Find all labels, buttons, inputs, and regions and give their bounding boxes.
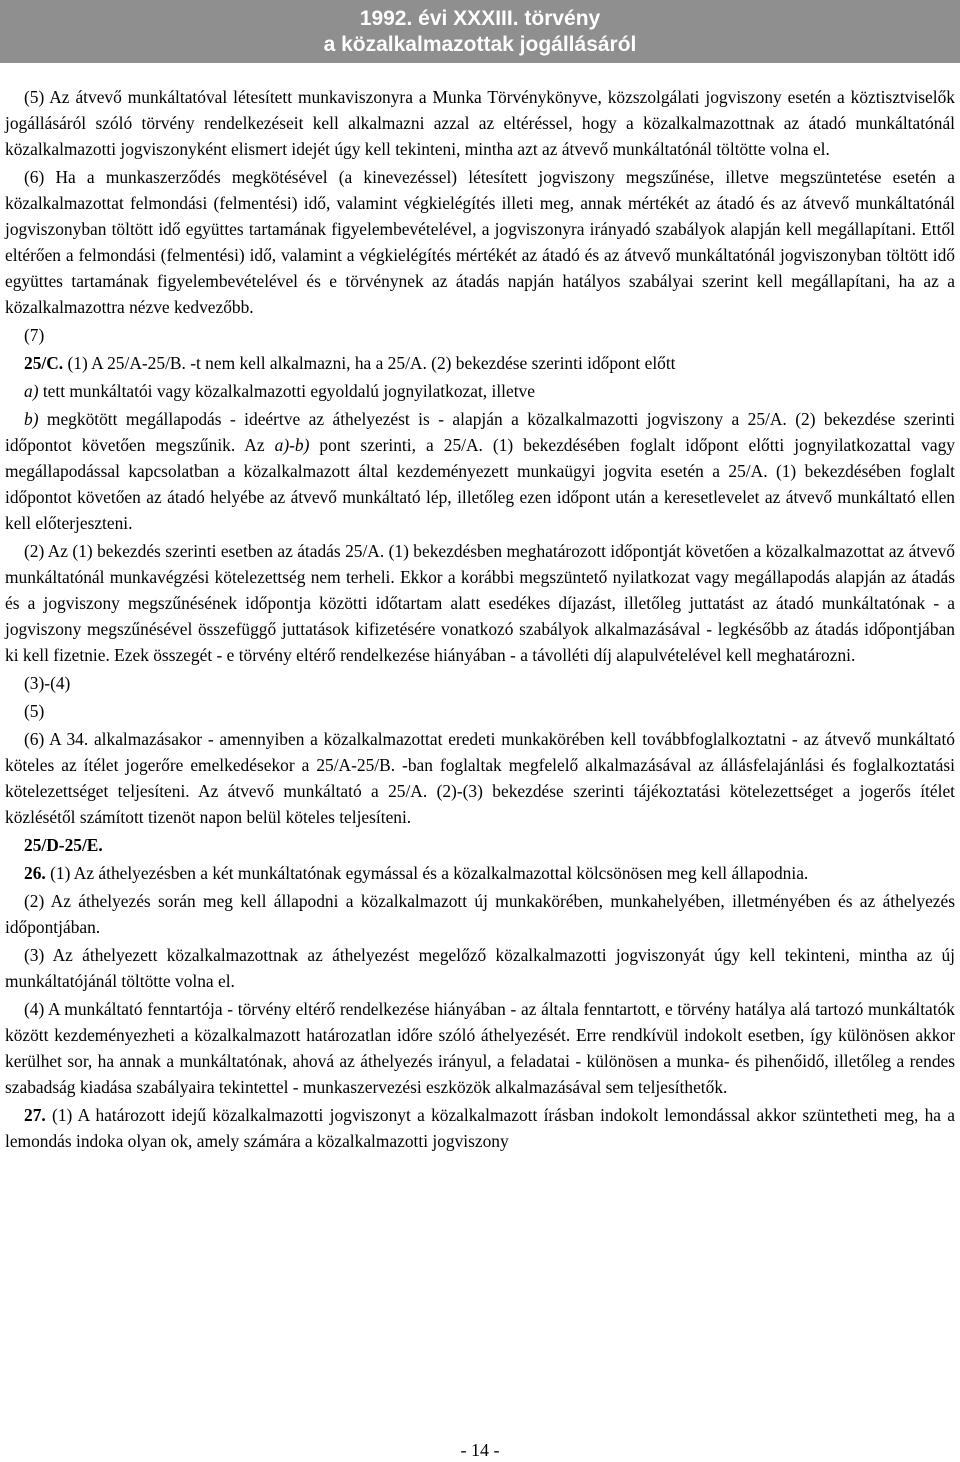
paragraph-25c-5: (5) <box>24 701 45 721</box>
point-reference: a)-b) <box>274 435 310 455</box>
section-number: 26. <box>24 863 46 883</box>
paragraph-5: (5) Az átvevő munkáltatóval létesített munkaviszonyra a Munka Törvénykönyve, közszolgálati jogviszony esetén a köztisztviselők jogállásáról szóló törvény rendelkezéseit kell alkalmazni azzal az eltéréssel, hogy a közalkalmazottnak az átadó munkáltatónál közalkalmazotti jogviszonyként elismert idejét úgy kell tekinteni, mintha azt az átvevő munkáltatónál töltötte volna el. <box>5 87 955 159</box>
paragraph-25c-6: (6) A 34. alkalmazásakor - amennyiben a közalkalmazottat eredeti munkakörében kell továbbfoglalkoztatni - az átvevő munkáltató köteles az ítélet jogerőre emelkedésekor a 25/A-25/B. -ban foglaltak megfelelő alkalmazásával az állásfelajánlási és foglalkoztatási kötelezettséget teljesíteni. Az átvevő munkáltató a 25/A. (2)-(3) bekezdése szerinti tájékoztatási kötelezettséget a jogerős ítélet közlésétől számított tizenöt napon belül köteles teljesíteni. <box>5 729 955 827</box>
section-number: 27. <box>24 1105 46 1125</box>
document-body <box>5 84 955 1156</box>
paragraph-26-4: (4) A munkáltató fenntartója - törvény eltérő rendelkezése hiányában - az általa fenntartott, e törvény hatálya alá tartozó munkáltatók között kezdeményezheti a közalkalmazott határozatlan időre szóló áthelyezését. Erre rendkívül indokolt esetben, így különösen akkor kerülhet sor, ha annak a munkáltatónak, ahová az áthelyezés irányul, a feladatai - különösen a munka- és pihenőidő, illetőleg a rendes szabadság kiadása szabályaira tekintettel - munkaszervezési eszközök alkalmazásával sem teljesíthetők. <box>5 999 955 1097</box>
page-header <box>0 0 960 63</box>
paragraph-26-3: (3) Az áthelyezett közalkalmazottnak az áthelyezést megelőző közalkalmazotti jogviszonyát úgy kell tekinteni, mintha az új munkáltatójánál töltötte volna el. <box>5 945 955 991</box>
section-25c <box>5 350 955 376</box>
paragraph-25c-3-4: (3)-(4) <box>24 673 71 693</box>
section-text: (1) A határozott idejű közalkalmazotti jogviszonyt a közalkalmazott írásban indokolt lemondással akkor szüntetheti meg, ha a lemondás indoka olyan ok, amely számára a közalkalmazotti jogviszony <box>5 1105 955 1151</box>
section-number: 25/C. <box>24 353 64 373</box>
header-subtitle: a közalkalmazottak jogállásáról <box>323 33 637 56</box>
point-label: b) <box>24 409 39 429</box>
section-text: (1) Az áthelyezésben a két munkáltatónak egymással és a közalkalmazottal kölcsönösen meg kell állapodnia. <box>45 863 809 883</box>
paragraph-6: (6) Ha a munkaszerződés megkötésével (a kinevezéssel) létesített jogviszony megszűnése, illetve megszüntetése esetén a közalkalmazottat felmondási (felmentési) idő, valamint végkielégítés illeti meg, annak mértékét az átadó és az átvevő munkáltatónál jogviszonyban töltött idő együttes tartamának figyelembevételével, a jogviszonyra irányadó szabályok alapján kell megállapítani. Ettől eltérően a felmondási (felmentési) idő, valamint a végkielégítés mértékét az átadó és az átvevő munkáltatónál jogviszonyban töltött idő együttes tartamának figyelembevételével és e törvénynek az átadás napján hatályos szabályai szerint kell megállapítani, ha az a közalkalmazottra nézve kedvezőbb. <box>5 167 955 317</box>
section-26 <box>5 860 955 886</box>
paragraph-25c-2: (2) Az (1) bekezdés szerinti esetben az átadás 25/A. (1) bekezdésben meghatározott időpontját követően a közalkalmazottat az átvevő munkáltatónál munkavégzési kötelezettség nem terheli. Ekkor a korábbi megszüntető nyilatkozat vagy megállapodás alapján az átadás és a jogviszony megszűnésének időpontja közötti időtartam alatt esedékes díjazást, illetőleg juttatást az átadó munkáltatónak - a jogviszony megszűnésével összefüggő juttatások kifizetésére vonatkozó szabályok alkalmazásával - legkésőbb az átadás időpontjában ki kell fizetnie. Ezek összegét - e törvény eltérő rendelkezése hiányában - a távolléti díj alapulvételével kell meghatározni. <box>5 541 955 665</box>
point-text: tett munkáltatói vagy közalkalmazotti egyoldalú jognyilatkozat, illetve <box>38 381 535 401</box>
point-text-continued: pont szerinti, a 25/A. (1) bekezdésében foglalt időpont előtti jognyilatkozattal vagy megállapodással kapcsolatban a közalkalmazott által kezdeményezett munkaügyi jogvita esetén a 25/A. (1) bekezdésében foglalt időpontot követően az átadó helyébe az átvevő munkáltató lép, illetőleg ezen időpont után a keresetlevelet az átvevő munkáltató ellen kell előterjeszteni. <box>5 435 955 533</box>
page-number: - 14 - <box>460 1440 500 1460</box>
section-text: (1) A 25/A-25/B. -t nem kell alkalmazni, ha a 25/A. (2) bekezdése szerinti időpont előtt <box>63 353 676 373</box>
point-a <box>5 378 955 404</box>
header-title: 1992. évi XXXIII. törvény <box>359 7 601 30</box>
point-b <box>5 406 955 536</box>
point-text: megkötött megállapodás - ideértve az áthelyezést is - alapján a közalkalmazotti jogviszony a 25/A. (2) bekezdése szerinti időpontot követően megszűnik. Az <box>5 409 955 455</box>
paragraph-7: (7) <box>24 325 45 345</box>
paragraph-26-2: (2) Az áthelyezés során meg kell állapodni a közalkalmazott új munkakörében, munkahelyében, illetményében és az áthelyezés időpontjában. <box>5 891 955 937</box>
section-27 <box>5 1102 955 1154</box>
section-25de: 25/D-25/E. <box>24 835 103 855</box>
point-label: a) <box>24 381 39 401</box>
